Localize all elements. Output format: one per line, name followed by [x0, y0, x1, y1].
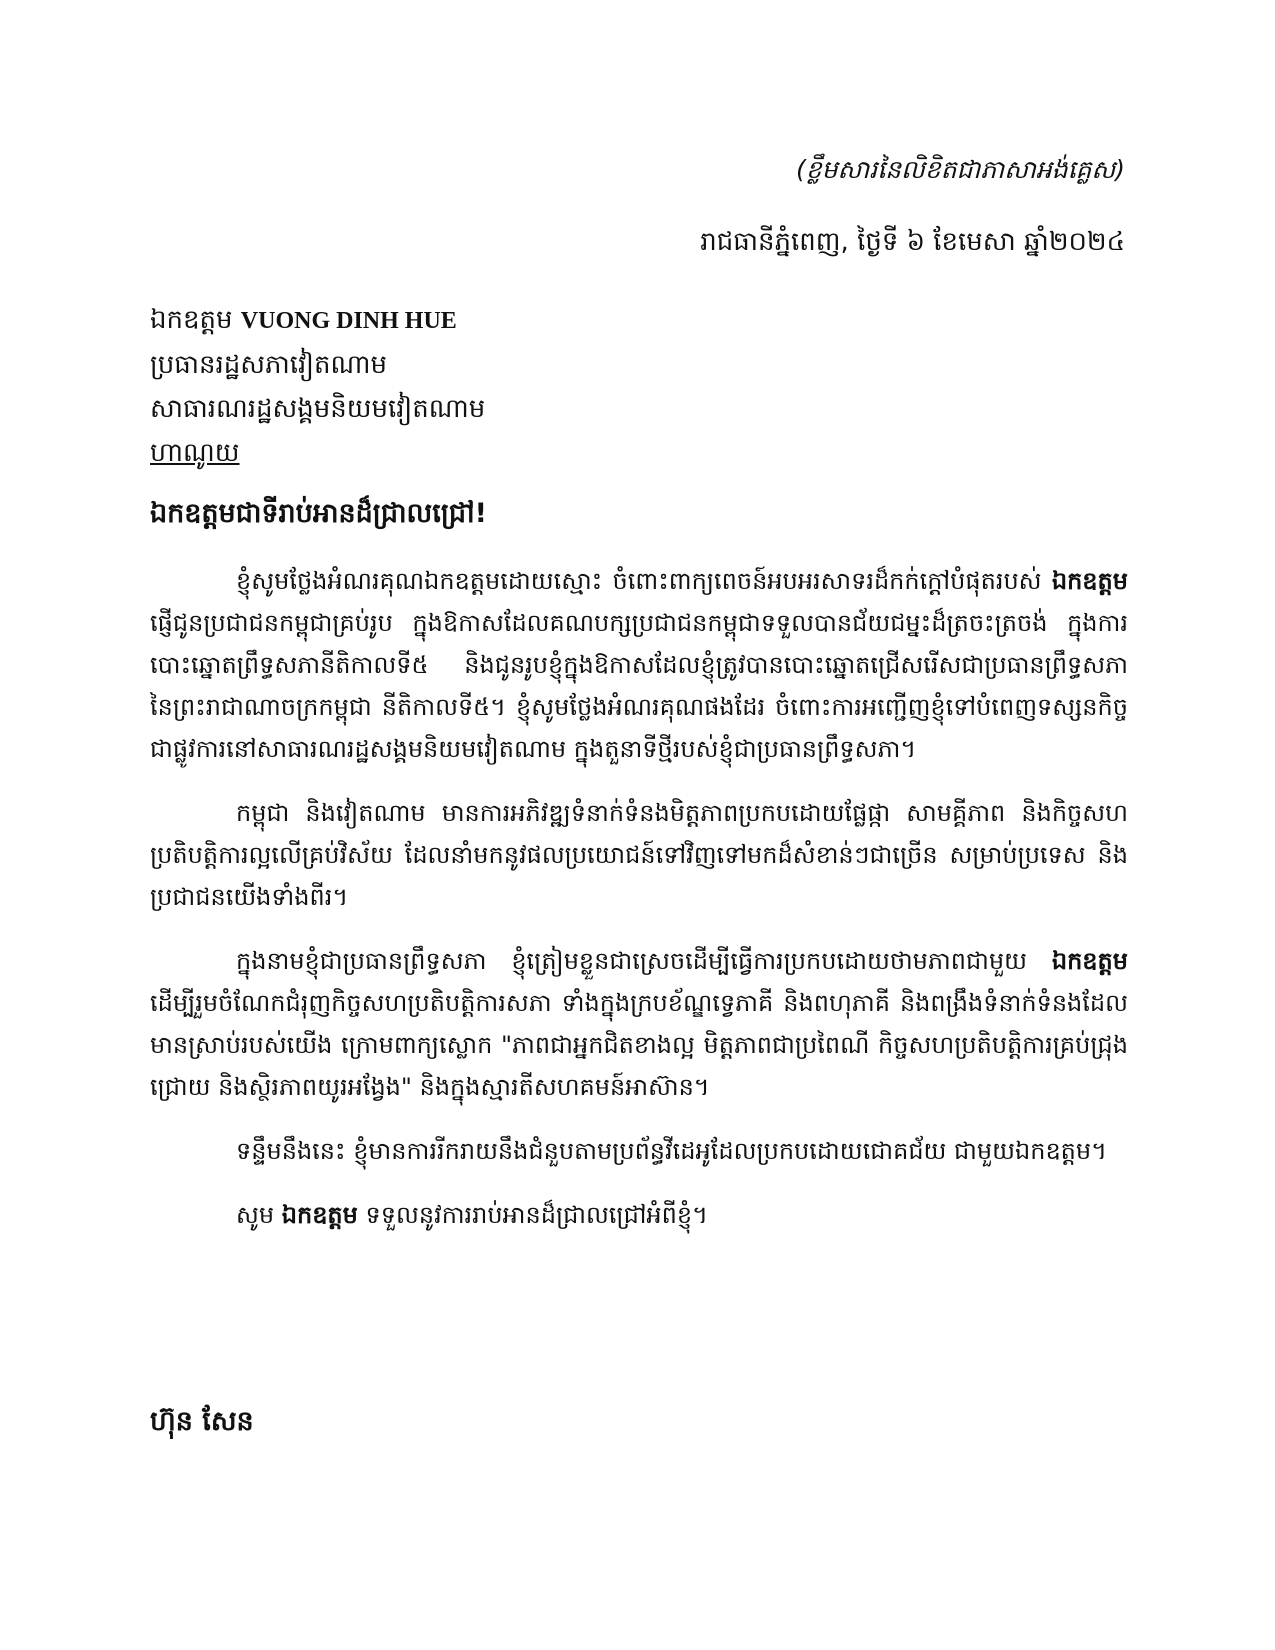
salutation: ឯកឧត្តមជាទីរាប់អានដ៏ជ្រាលជ្រៅ!	[150, 498, 487, 529]
paragraph-3-bold: ឯកឧត្តម	[1051, 947, 1128, 975]
signature-name: ហ៊ុន សែន	[150, 1406, 254, 1437]
recipient-name: VUONG DINH HUE	[240, 308, 457, 334]
paragraph-1-text-a: ខ្ញុំសូមថ្លែងអំណរគុណឯកឧត្តមដោយស្មោះ ចំពោះពាក្យពេចន៍អបអរសាទរដ៏កក់ក្តៅបំផុតរបស់	[236, 567, 1052, 595]
recipient-country: សាធារណរដ្ឋសង្គមនិយមវៀតណាម	[150, 394, 486, 424]
paragraph-2: កម្ពុជា និងវៀតណាម មានការអភិវឌ្ឍទំនាក់ទំនងមិត្តភាពប្រកបដោយផ្លែផ្កា សាមគ្គីភាព និងកិច្ចសហប្រតិបត្តិការល្អលើគ្រប់វិស័យ ដែលនាំមកនូវផលប្រយោជន៍ទៅវិញទៅមកដ៏សំខាន់ៗជាច្រើន សម្រាប់ប្រទេស និងប្រជាជនយើងទាំងពីរ។	[150, 799, 1128, 911]
recipient-city: ហាណូយ	[150, 438, 240, 468]
recipient-address	[150, 298, 1050, 475]
paragraph-1-bold: ឯកឧត្តម	[1051, 567, 1128, 595]
recipient-city-line	[150, 431, 1050, 475]
recipient-honorific: ឯកឧត្តម	[150, 305, 233, 335]
translation-note: (ខ្លឹមសារនៃលិខិតជាភាសាអង់គ្លេស)	[796, 155, 1125, 184]
paragraph-1-text-b: ផ្ញើជូនប្រជាជនកម្ពុជាគ្រប់រូប ក្នុងឱកាសដែលគណបក្សប្រជាជនកម្ពុជាទទួលបានជ័យជម្នះដ៏ត្រចះត្រចង់ ក្នុងការបោះឆ្នោតព្រឹទ្ធសភានីតិកាលទី៥ និងជូនរូបខ្ញុំក្នុងឱកាសដែលខ្ញុំត្រូវបានបោះឆ្នោតជ្រើសរើសជាប្រធានព្រឹទ្ធសភា នៃព្រះរាជាណាចក្រកម្ពុជា នីតិកាលទី៥។ ខ្ញុំសូមថ្លែងអំណរគុណផងដែរ ចំពោះការអញ្ជើញខ្ញុំទៅបំពេញទស្សនកិច្ចជាផ្លូវការនៅសាធារណរដ្ឋសង្គមនិយមវៀតណាម ក្នុងតួនាទីថ្មីរបស់ខ្ញុំជាប្រធានព្រឹទ្ធសភា។	[150, 609, 1128, 763]
letter-body	[150, 560, 1128, 1258]
paragraph-5-bold: ឯកឧត្តម	[281, 1201, 358, 1229]
paragraph-3-text-b: ដើម្បីរួមចំណែកជំរុញកិច្ចសហប្រតិបត្តិការសភា ទាំងក្នុងក្របខ័ណ្ឌទ្វេភាគី និងពហុភាគី និងពង្រឹងទំនាក់ទំនងដែលមានស្រាប់របស់យើង ក្រោមពាក្យស្លោក "ភាពជាអ្នកជិតខាងល្អ មិត្តភាពជាប្រពៃណី កិច្ចសហប្រតិបត្តិការគ្រប់ជ្រុងជ្រោយ និងស្ថិរភាពយូរអង្វែង" និងក្នុងស្មារតីសហគមន៍អាស៊ាន។	[150, 989, 1128, 1101]
paragraph-5-text-a: សូម	[236, 1201, 282, 1229]
paragraph-5-text-b: ទទួលនូវការរាប់អានដ៏ជ្រាលជ្រៅអំពីខ្ញុំ។	[357, 1201, 708, 1229]
recipient-name-line	[150, 298, 1050, 343]
recipient-title: ប្រធានរដ្ឋសភាវៀតណាម	[150, 350, 388, 380]
paragraph-5	[150, 1194, 1128, 1236]
paragraph-4: ទន្ទឹមនឹងនេះ ខ្ញុំមានការរីករាយនឹងជំនួបតាមប្រព័ន្ធវីដេអូដែលប្រកបដោយជោគជ័យ ជាមួយឯកឧត្តម។	[236, 1137, 1107, 1165]
date-line: រាជធានីភ្នំពេញ, ថ្ងៃទី ៦ ខែមេសា ឆ្នាំ២០២៤	[700, 227, 1125, 257]
paragraph-3	[150, 940, 1128, 1108]
paragraph-3-text-a: ក្នុងនាមខ្ញុំជាប្រធានព្រឹទ្ធសភា ខ្ញុំត្រៀមខ្លួនជាស្រេចដើម្បីធ្វើការប្រកបដោយថាមភាពជាមួយ	[236, 947, 1052, 975]
paragraph-1	[150, 560, 1128, 770]
